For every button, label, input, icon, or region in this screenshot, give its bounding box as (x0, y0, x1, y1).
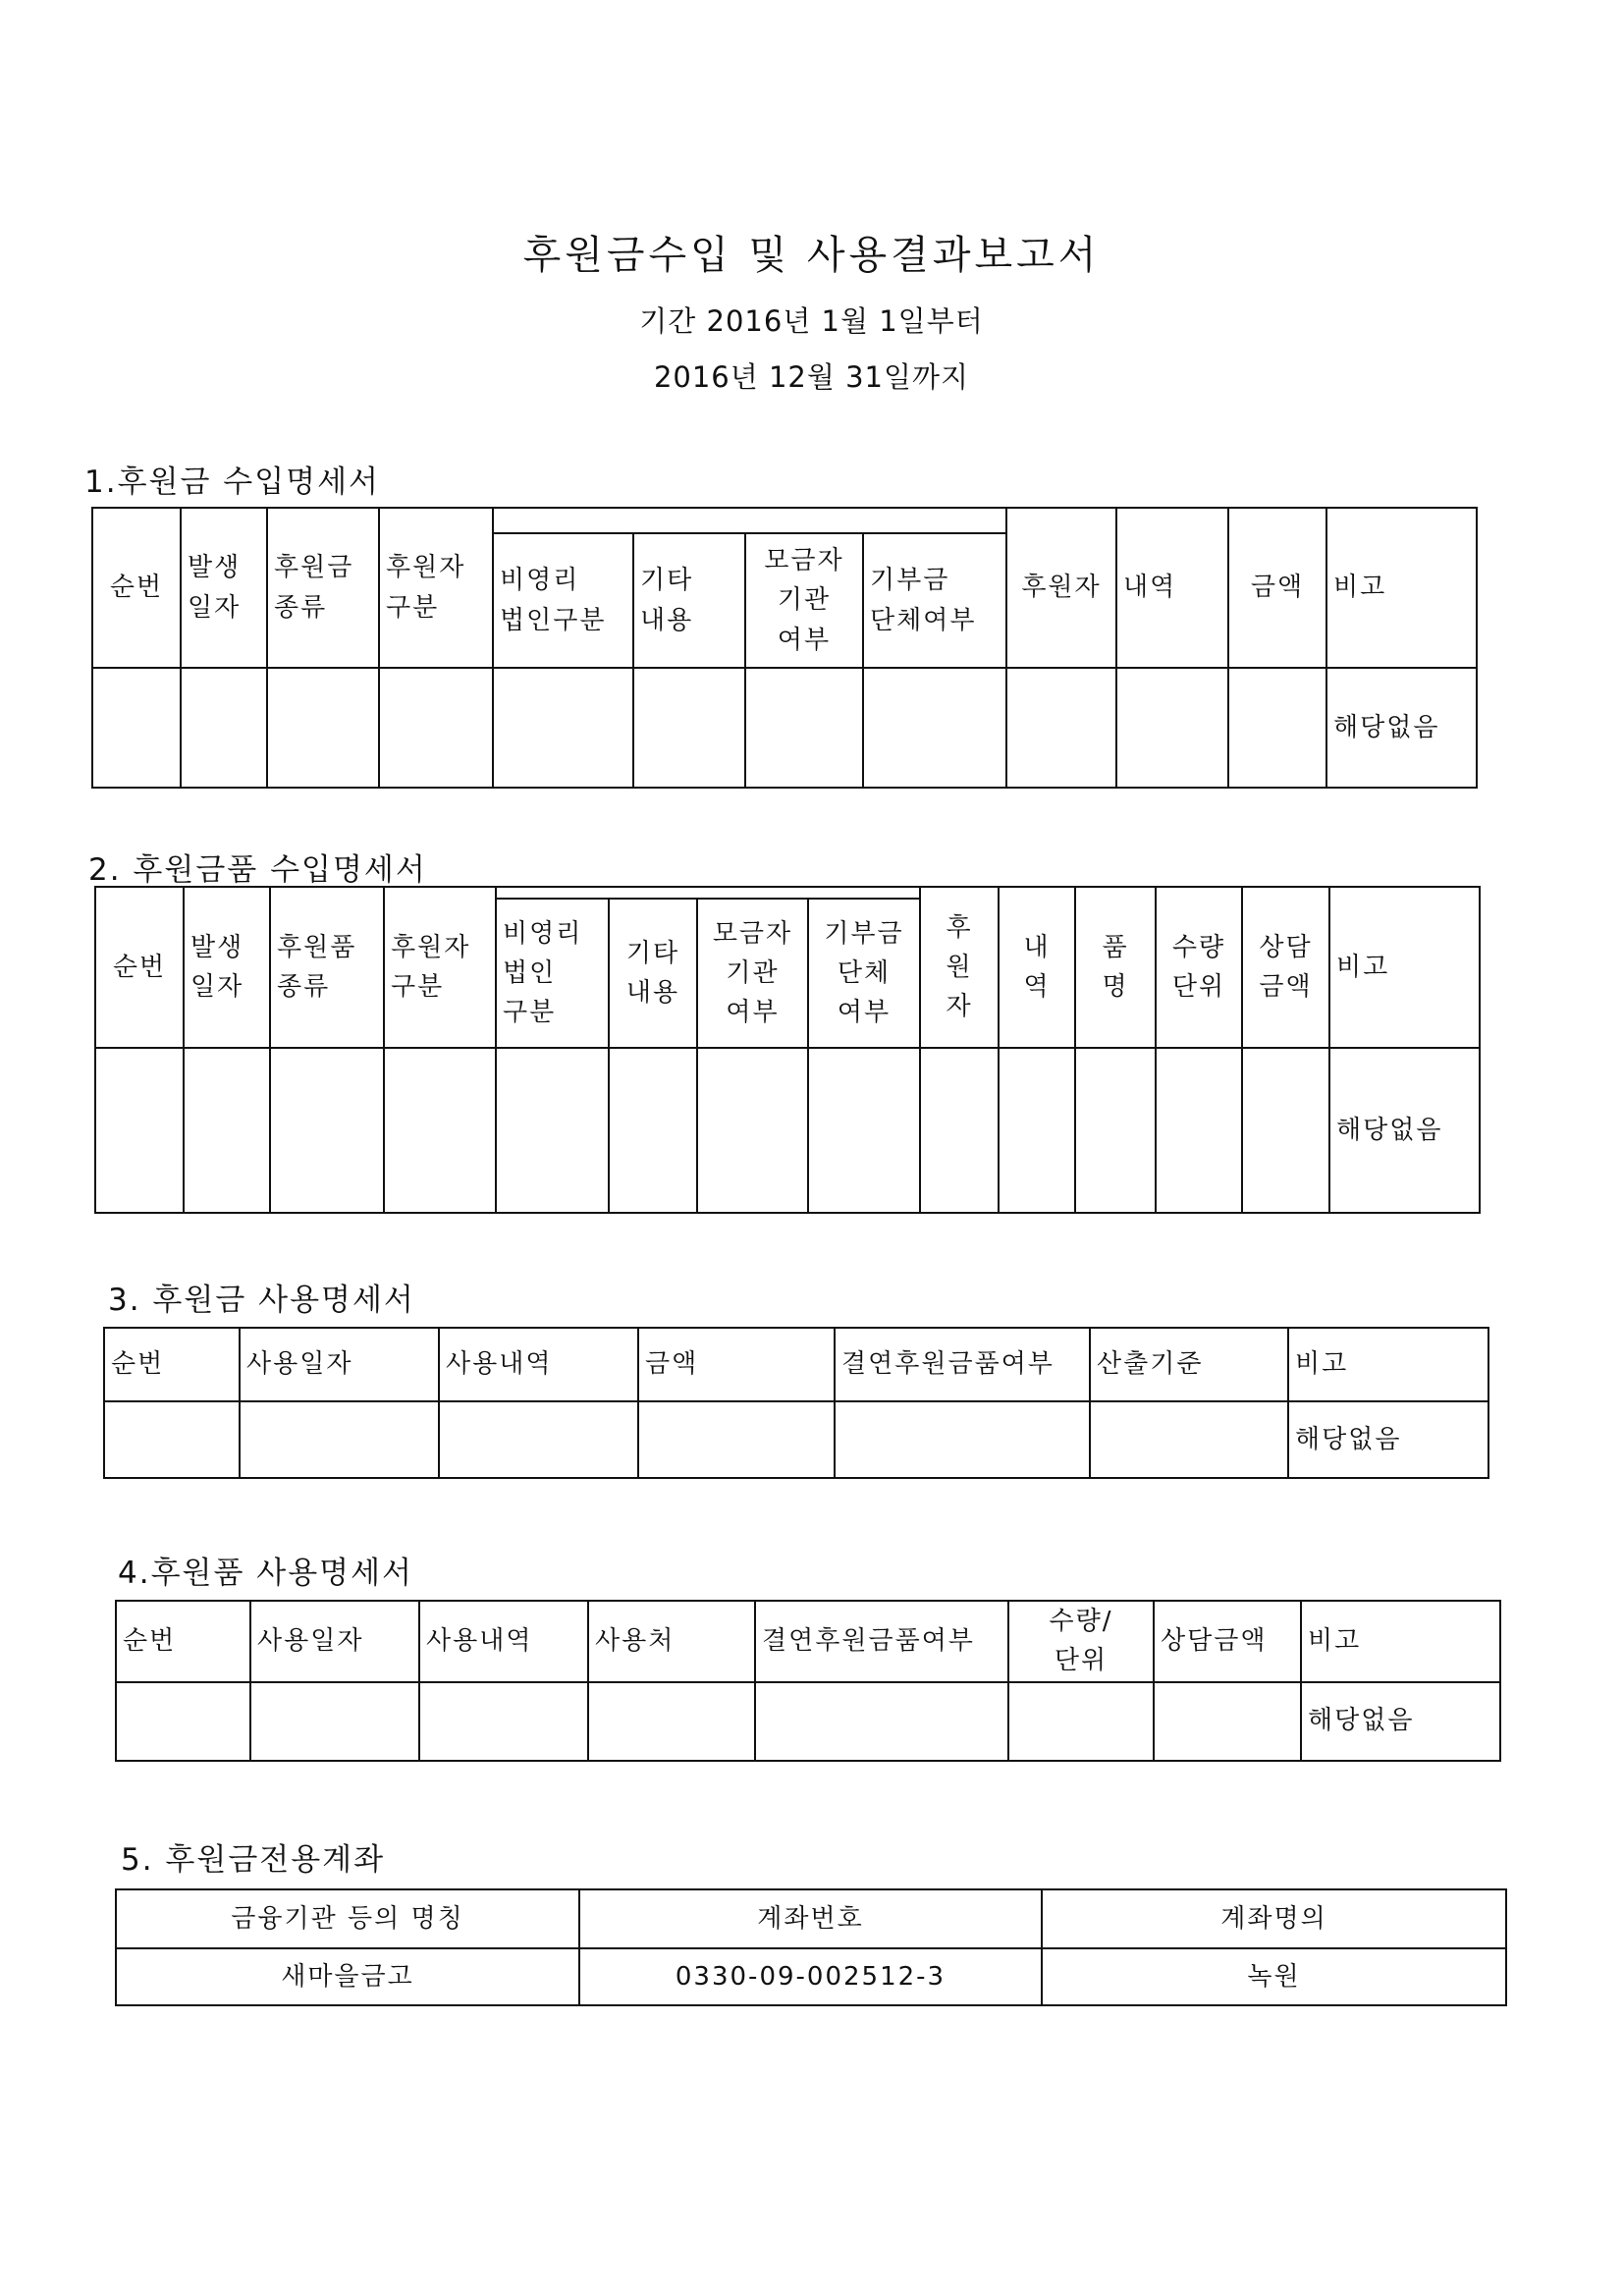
s1-header-3: 후원자 구분 (379, 508, 493, 668)
s1-header-11: 비고 (1326, 508, 1477, 668)
s2-header-5: 기타 내용 (609, 899, 697, 1048)
s2-header-13: 비고 (1329, 887, 1480, 1048)
section3-heading: 3. 후원금 사용명세서 (108, 1283, 415, 1318)
section5-heading: 5. 후원금전용계좌 (121, 1842, 386, 1878)
s5-account-holder: 녹원 (1042, 1948, 1506, 2005)
s2-header-7: 기부금 단체 여부 (808, 899, 920, 1048)
s3-header-5: 산출기준 (1090, 1328, 1288, 1401)
s3-header-2: 사용내역 (439, 1328, 638, 1401)
s4-header-2: 사용내역 (419, 1601, 588, 1682)
period-start: 기간 2016년 1월 1일부터 (639, 304, 984, 338)
s5-header-1: 계좌번호 (579, 1889, 1042, 1948)
s1-header-6: 모금자 기관 여부 (745, 533, 863, 668)
s4-header-7: 비고 (1301, 1601, 1500, 1682)
s2-header-12: 상담 금액 (1242, 887, 1329, 1048)
s2-header-4: 비영리 법인 구분 (496, 899, 609, 1048)
s3-header-6: 비고 (1288, 1328, 1488, 1401)
s5-data-row (116, 1948, 1506, 2005)
s2-header-3: 후원자 구분 (384, 887, 496, 1048)
s2-header-9: 내 역 (999, 887, 1075, 1048)
s1-header-1: 발생 일자 (181, 508, 267, 668)
s3-header-0: 순번 (104, 1328, 240, 1401)
s1-header-7: 기부금 단체여부 (863, 533, 1006, 668)
s4-note: 해당없음 (1301, 1682, 1500, 1761)
document-title: 후원금수입 및 사용결과보고서 (522, 233, 1101, 278)
s5-bank-name: 새마을금고 (116, 1948, 579, 2005)
section2-heading: 2. 후원금품 수입명세서 (88, 852, 427, 888)
s2-header-0: 순번 (95, 887, 184, 1048)
section1-table (91, 507, 1478, 789)
s1-data-row (92, 668, 1477, 788)
s1-note: 해당없음 (1326, 668, 1477, 788)
section1-heading: 1.후원금 수입명세서 (84, 465, 380, 500)
s3-header-1: 사용일자 (240, 1328, 439, 1401)
s5-header-2: 계좌명의 (1042, 1889, 1506, 1948)
s4-header-4: 결연후원금품여부 (755, 1601, 1008, 1682)
s5-header-0: 금융기관 등의 명칭 (116, 1889, 579, 1948)
s4-data-row (116, 1682, 1500, 1761)
s4-header-3: 사용처 (588, 1601, 755, 1682)
s2-header-6: 모금자 기관 여부 (697, 899, 808, 1048)
section3-table (103, 1327, 1489, 1479)
s4-header-6: 상담금액 (1154, 1601, 1301, 1682)
section5-table (115, 1888, 1507, 2006)
period-end: 2016년 12월 31일까지 (653, 360, 970, 394)
s3-data-row (104, 1401, 1488, 1478)
s4-header-0: 순번 (116, 1601, 250, 1682)
s1-header-group (493, 508, 1006, 533)
s2-header-1: 발생 일자 (184, 887, 270, 1048)
s1-header-2: 후원금 종류 (267, 508, 379, 668)
s1-header-5: 기타 내용 (633, 533, 745, 668)
s2-header-group (496, 887, 920, 899)
s3-note: 해당없음 (1288, 1401, 1488, 1478)
s2-note: 해당없음 (1329, 1048, 1480, 1213)
s2-header-8: 후 원 자 (920, 887, 999, 1048)
s1-header-9: 내역 (1116, 508, 1228, 668)
s2-header-11: 수량 단위 (1156, 887, 1242, 1048)
section4-heading: 4.후원품 사용명세서 (118, 1556, 413, 1591)
s1-header-10: 금액 (1228, 508, 1326, 668)
s1-header-0: 순번 (92, 508, 181, 668)
s1-header-8: 후원자 (1006, 508, 1116, 668)
s3-header-3: 금액 (638, 1328, 835, 1401)
s2-data-row (95, 1048, 1480, 1213)
s4-header-5: 수량/ 단위 (1008, 1601, 1154, 1682)
section4-table (115, 1600, 1501, 1762)
section2-table (94, 886, 1481, 1214)
s1-header-4: 비영리 법인구분 (493, 533, 633, 668)
s5-account-number: 0330-09-002512-3 (579, 1948, 1042, 2005)
s3-header-4: 결연후원금품여부 (835, 1328, 1090, 1401)
s4-header-1: 사용일자 (250, 1601, 419, 1682)
s2-header-2: 후원품 종류 (270, 887, 384, 1048)
s2-header-10: 품 명 (1075, 887, 1156, 1048)
